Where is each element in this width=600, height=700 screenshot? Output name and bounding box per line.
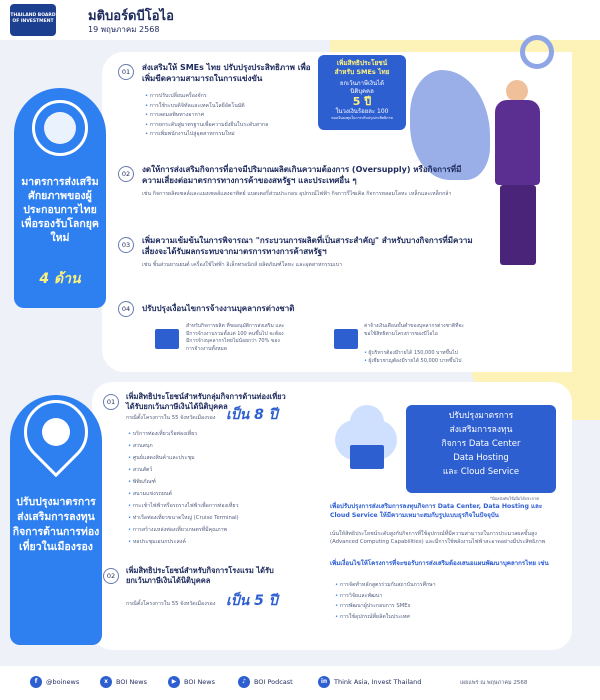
datacenter-box bbox=[406, 405, 556, 493]
businessman-legs bbox=[500, 185, 536, 265]
item4-box-right: ค่าจ้างเงินเดือนขั้นต่ำของบุคลากรต่างชาติที่จะขอใช้สิทธิตามโครงการของบีโอไอ bbox=[364, 323, 464, 337]
item-number: 04 bbox=[118, 301, 134, 317]
list-item: • การวิจัยและพัฒนา bbox=[335, 591, 535, 602]
footer-label: Think Asia, Invest Thailand bbox=[334, 678, 422, 686]
promo-line4: นิติบุคคล bbox=[350, 88, 374, 95]
page-date: 19 พฤษภาคม 2568 bbox=[88, 25, 160, 34]
businessman-head bbox=[506, 80, 528, 102]
item3-heading: เพิ่มความเข้มข้นในการพิจารณา "กระบวนการผลิตที่เป็นสาระสำคัญ" สำหรับบางกิจการที่มีความเสี่ยงจะได้รับผลกระทบจากมาตรการทางการค้าสหรัฐฯ bbox=[142, 236, 473, 256]
promo-line2: สำหรับ SMEs ไทย bbox=[334, 68, 390, 76]
footer-podcast-link[interactable] bbox=[238, 676, 293, 688]
promo-line3: ยกเว้นภาษีเงินได้ bbox=[340, 80, 384, 87]
tourism-highlight: เป็น 8 ปี bbox=[226, 407, 278, 423]
section2-title: ปรับปรุงมาตรการส่งเสริมการลงทุนกิจการด้านการท่องเที่ยวในเมืองรอง bbox=[12, 496, 100, 553]
item4-heading: ปรับปรุงเงื่อนไขการจ้างงานบุคลากรต่างชาติ bbox=[142, 304, 295, 313]
list-item: • ผู้เชี่ยวชาญต้องมีรายได้ 50,000 บาทขึ้นไป bbox=[364, 357, 484, 365]
list-item: • กระเช้าไฟฟ้าหรือรถรางไฟฟ้าเพื่อการท่องเที่ยว bbox=[128, 500, 328, 512]
list-item: • สนามแข่งรถยนต์ bbox=[128, 488, 328, 500]
podcast-icon: ♪ bbox=[238, 676, 250, 688]
promo-line6: ของเงินลงทุนในการปรับปรุงประสิทธิภาพ bbox=[331, 116, 393, 120]
linkedin-icon: in bbox=[318, 676, 330, 688]
item-number: 01 bbox=[118, 64, 134, 80]
footer-date: เผยแพร่ ณ พฤษภาคม 2568 bbox=[460, 680, 528, 686]
list-item: • การสร้างแหล่งท่องเที่ยวเกษตรที่มีคุณภาพ bbox=[128, 524, 328, 536]
footer-label: BOI News bbox=[116, 678, 148, 686]
item4-right-bullets bbox=[364, 349, 484, 365]
footer-youtube-link[interactable] bbox=[168, 676, 215, 688]
item-number: 02 bbox=[103, 568, 119, 584]
businessman-illustration bbox=[495, 100, 540, 185]
list-item: • การยกระดับสู่มาตรฐานเพื่อความยั่งยืนในระดับสากล bbox=[145, 121, 320, 131]
footer-x-link[interactable] bbox=[100, 676, 147, 688]
growth-chart-icon bbox=[154, 328, 180, 350]
section1-title: มาตรการส่งเสริมศักยภาพของผู้ประกอบการไทย เพื่อรองรับโลกยุคใหม่ bbox=[21, 176, 99, 244]
footer-label: BOI News bbox=[184, 678, 216, 686]
list-item: • การลดมลพิษทางอากาศ bbox=[145, 111, 320, 121]
gear-icon bbox=[520, 35, 554, 69]
list-item: • การเพิ่มพนักงานไปสู่อุตสาหกรรมใหม่ bbox=[145, 130, 320, 140]
datacenter-para2: เน้นให้สิทธิประโยชน์ระดับสูงกับกิจการที่ใช้อุปกรณ์ที่มีความสามารถในการประมวลผลขั้นสูง (Advanced Computing Capabilities) และมีการใช้พลังงานไฟฟ้าสะอาดอย่างมีประสิทธิภาพ bbox=[330, 531, 546, 545]
hotel-heading: เพิ่มสิทธิประโยชน์สำหรับกิจการโรงแรม ได้รับยกเว้นภาษีเงินได้นิติบุคคล bbox=[126, 566, 274, 585]
datacenter-line: และ Cloud Service bbox=[442, 467, 520, 477]
item1-bullets bbox=[145, 92, 320, 140]
x-icon: x bbox=[100, 676, 112, 688]
list-item: • ศูนย์แสดงสินค้าและประชุม bbox=[128, 452, 328, 464]
list-item: • ท่าเรือท่องเที่ยวขนาดใหญ่ (Cruise Terminal) bbox=[128, 512, 328, 524]
footer-label: BOI Podcast bbox=[254, 678, 293, 686]
hotel-highlight: เป็น 5 ปี bbox=[226, 593, 278, 609]
list-item: • หอประชุมเอนกประสงค์ bbox=[128, 536, 328, 548]
promo-line1: เพิ่มสิทธิประโยชน์ bbox=[336, 59, 388, 67]
header bbox=[0, 0, 600, 40]
list-item: • การปรับเปลี่ยนเครื่องจักร bbox=[145, 92, 320, 102]
list-item: • สวนสนุก bbox=[128, 440, 328, 452]
item-number: 01 bbox=[103, 394, 119, 410]
growth-chart-icon bbox=[333, 328, 359, 350]
list-item: • สวนสัตว์ bbox=[128, 464, 328, 476]
page-title: มติบอร์ดบีโอไอ bbox=[88, 9, 174, 24]
hotel-subnote: กรณีตั้งโครงการใน 55 จังหวัดเมืองรอง bbox=[126, 601, 216, 607]
traveler-icon bbox=[42, 418, 70, 446]
list-item: • การพัฒนาผู้ประกอบการ SMEs bbox=[335, 601, 535, 612]
tourism-bullets bbox=[128, 428, 328, 548]
item-number: 03 bbox=[118, 237, 134, 253]
footer-label: @boinews bbox=[46, 678, 80, 686]
item3-desc: เช่น ชิ้นส่วนยานยนต์ เครื่องใช้ไฟฟ้า อิเล็กทรอนิกส์ ผลิตภัณฑ์โลหะ และอุตสาหกรรมเบา bbox=[142, 262, 343, 268]
section1-count: 4 ด้าน bbox=[39, 271, 81, 287]
datacenter-line: ส่งเสริมการลงทุน bbox=[449, 425, 513, 435]
datacenter-line: กิจการ Data Center bbox=[441, 439, 521, 449]
boi-logo: THAILAND BOARD OF INVESTMENT bbox=[10, 4, 56, 36]
datacenter-para1: เพื่อปรับปรุงการส่งเสริมการลงทุนกิจการ Data Center, Data Hosting และ Cloud Service ให้มีความเหมาะสมกับรูปแบบธุรกิจในปัจจุบัน bbox=[330, 503, 543, 519]
item1-heading: ส่งเสริมให้ SMEs ไทย ปรับปรุงประสิทธิภาพ เพื่อเพิ่มขีดความสามารถในการแข่งขัน bbox=[142, 63, 311, 83]
promo-line5: ในวงเงินร้อยละ 100 bbox=[335, 108, 389, 115]
list-item: • การจัดทำหลักสูตรร่วมกับสถาบันการศึกษา bbox=[335, 580, 535, 591]
list-item: • การใช้อุปกรณ์ที่ผลิตในประเทศ bbox=[335, 612, 535, 623]
sme-promo-box bbox=[318, 55, 406, 130]
datacenter-note: *มีผลบังคับใช้เมื่อได้ประกาศ bbox=[490, 496, 539, 501]
list-item: • การใช้ระบบดิจิทัลและเทคโนโลยีอัตโนมัติ bbox=[145, 102, 320, 112]
item4-box-left: สำหรับกิจการผลิต ที่ขออนุมัติการส่งเสริม และมีการจ้างงานรวมตั้งแต่ 100 คนขึ้นไป จะต้องมีการจ้างบุคลากรไทยไม่น้อยกว่า 70% ของการจ้างงานทั้งหมด bbox=[186, 323, 285, 352]
footer-facebook-link[interactable] bbox=[30, 676, 79, 688]
tourism-heading: เพิ่มสิทธิประโยชน์สำหรับกลุ่มกิจการด้านท่องเที่ยว ได้รับยกเว้นภาษีเงินได้นิติบุคคล bbox=[126, 392, 286, 411]
server-icon bbox=[350, 445, 384, 469]
footer-linkedin-link[interactable] bbox=[318, 676, 421, 688]
datacenter-line: ปรับปรุงมาตรการ bbox=[448, 411, 514, 421]
item2-desc: เช่น กิจการผลิตเซลล์และแผงเซลล์แสงอาทิตย์ แบตเตอรี่ส่วนประกอบ อุปกรณ์ไฟฟ้า กิจการรีไซเคิล กิจการหลอมโลหะ เหล็กและเหล็กกล้า bbox=[142, 191, 452, 197]
youtube-icon: ▶ bbox=[168, 676, 180, 688]
promo-highlight: 5 ปี bbox=[352, 95, 372, 108]
facebook-icon: f bbox=[30, 676, 42, 688]
person-icon bbox=[44, 112, 76, 144]
list-item: • บริการท่องเที่ยวเรือท่องเที่ยว bbox=[128, 428, 328, 440]
tourism-subnote: กรณีตั้งโครงการใน 55 จังหวัดเมืองรอง bbox=[126, 415, 216, 421]
datacenter-bullets bbox=[335, 580, 535, 622]
list-item: • ผู้บริหารต้องมีรายได้ 150,000 บาทขึ้นไป bbox=[364, 349, 484, 357]
datacenter-line: Data Hosting bbox=[453, 453, 509, 463]
datacenter-para3: เพิ่มเงื่อนไขให้โครงการที่จะขอรับการส่งเสริมต้องเสนอแผนพัฒนาบุคลากรไทย เช่น bbox=[330, 560, 549, 567]
list-item: • พิพิธภัณฑ์ bbox=[128, 476, 328, 488]
item2-heading: งดให้การส่งเสริมกิจการที่อาจมีปริมาณผลิตเกินความต้องการ (Oversupply) หรือกิจการที่มีความเสี่ยงต่อมาตรการทางการค้าของสหรัฐฯ และประเทศอื่น ๆ bbox=[142, 165, 462, 185]
item-number: 02 bbox=[118, 166, 134, 182]
